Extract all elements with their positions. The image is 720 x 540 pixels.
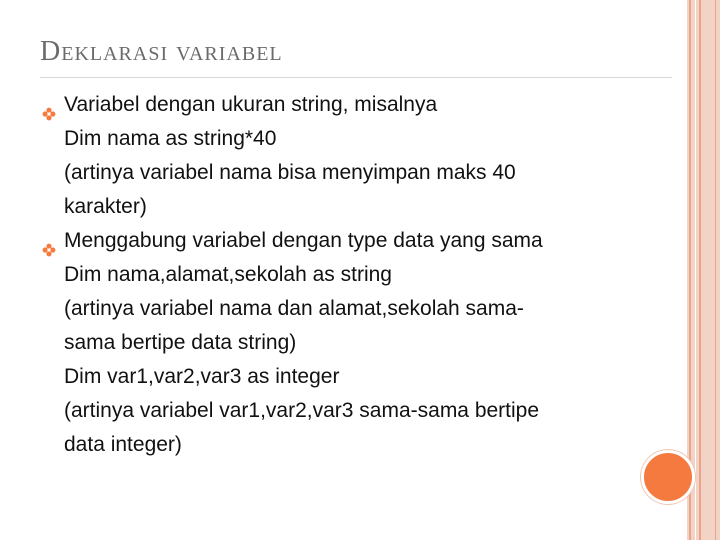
note-line: karakter): [64, 195, 147, 218]
slide-content: [40, 88, 650, 462]
note-line: sama bertipe data string): [64, 331, 297, 354]
bullet-text: Menggabung variabel dengan type data yang sama: [64, 229, 543, 252]
code-line: Dim nama,alamat,sekolah as string: [64, 263, 392, 286]
right-decorative-border: [687, 0, 720, 540]
border-stripe: [699, 0, 701, 540]
code-line: Dim var1,var2,var3 as integer: [64, 365, 340, 388]
flower-icon: [42, 234, 56, 248]
note-line: (artinya variabel nama bisa menyimpan maks 40: [64, 161, 516, 184]
flower-icon: [42, 98, 56, 112]
slide-title: Deklarasi variabel: [40, 36, 283, 67]
border-stripe: [689, 0, 691, 540]
border-stripe: [715, 0, 716, 540]
note-line: (artinya variabel nama dan alamat,sekolah sama-: [64, 297, 524, 320]
bullet-item: [40, 88, 650, 224]
bullet-item: [40, 224, 650, 462]
title-divider: [40, 77, 672, 78]
border-stripe: [695, 0, 696, 540]
bullet-text: Variabel dengan ukuran string, misalnya: [64, 93, 438, 116]
code-line: Dim nama as string*40: [64, 127, 277, 150]
note-line: (artinya variabel var1,var2,var3 sama-sama bertipe: [64, 399, 540, 422]
note-line: data integer): [64, 433, 182, 456]
